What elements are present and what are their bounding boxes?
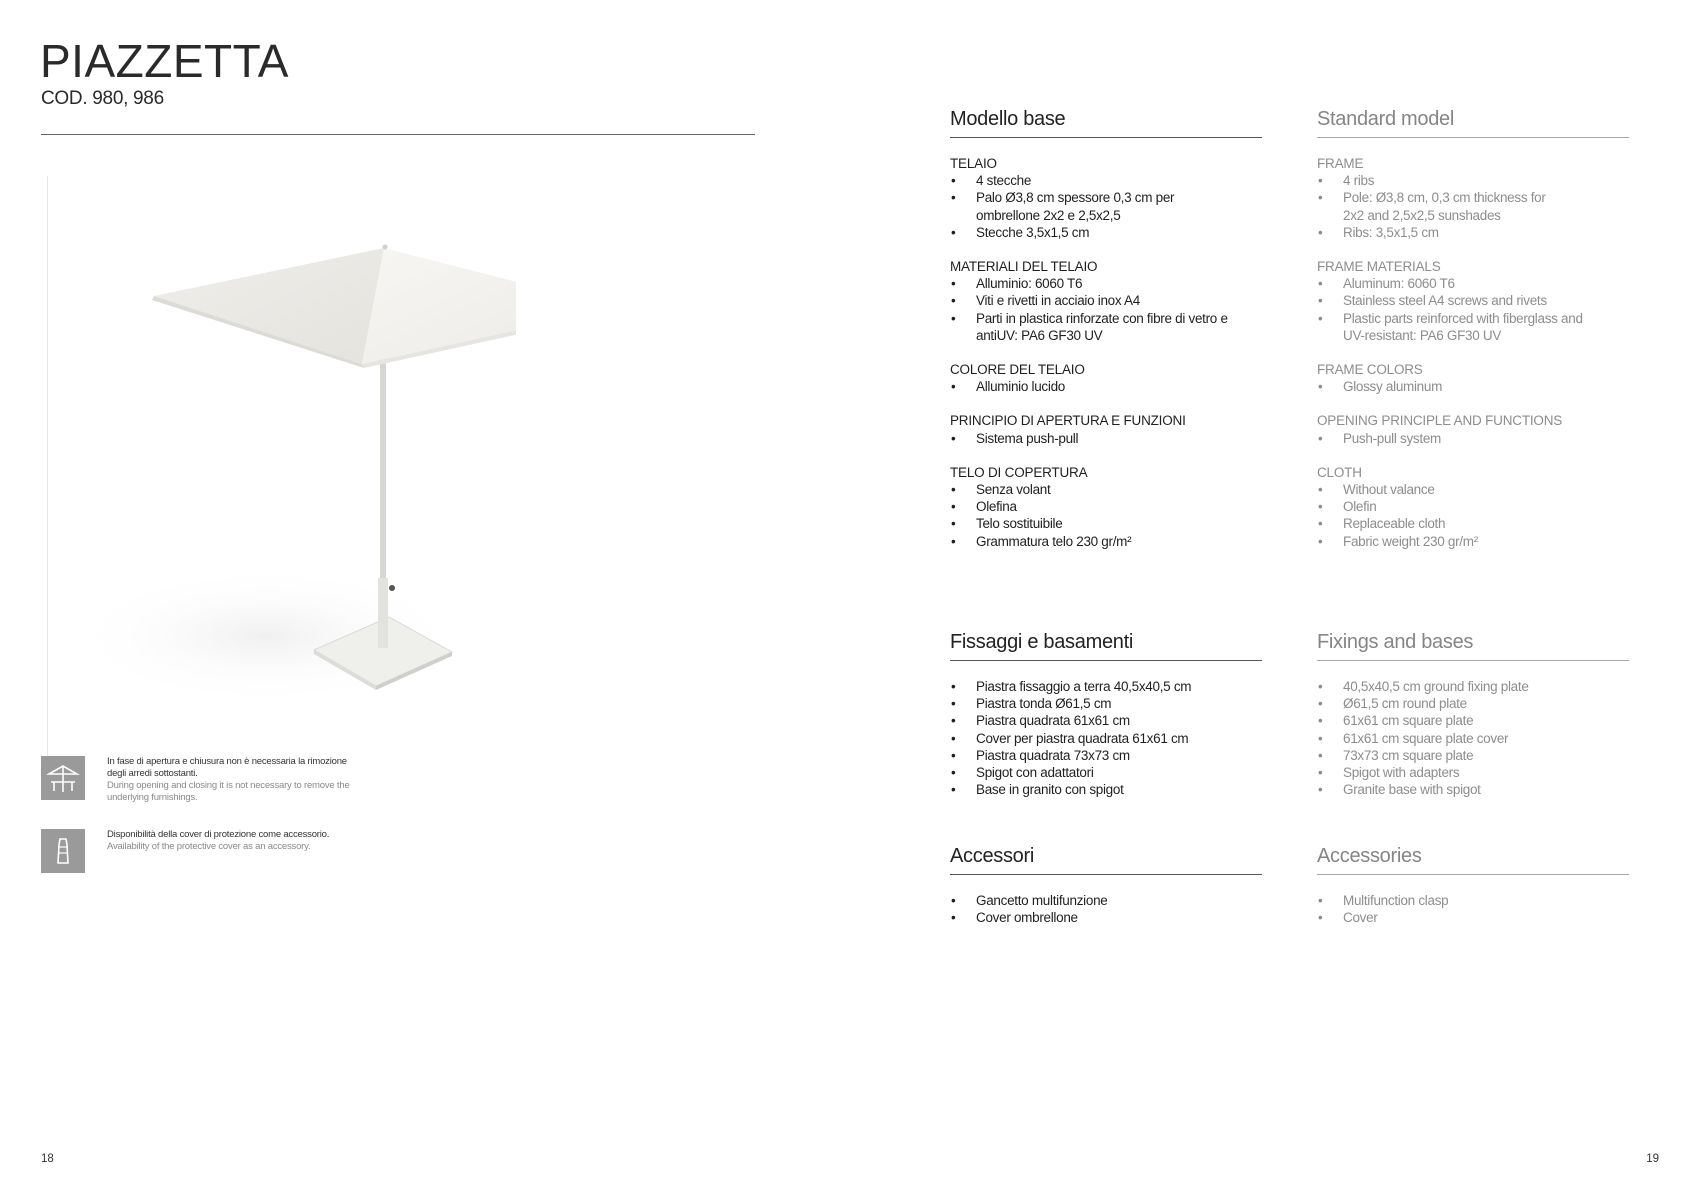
list-item: • 40,5x40,5 cm ground fixing plate [1317,678,1629,695]
section-heading: Accessori [950,845,1034,867]
list-item: • Piastra quadrata 61x61 cm [950,712,1262,729]
list-item: • Senza volant [950,481,1262,498]
spec-group [1317,258,1629,344]
spec-group [1317,412,1629,446]
list-item: • Piastra quadrata 73x73 cm [950,747,1262,764]
section-fixings-it [950,631,1262,798]
list-item: • Stainless steel A4 screws and rivets [1317,292,1629,309]
list-item: • Alluminio lucido [950,378,1262,395]
note-text-en: Availability of the protective cover as an accessory. [107,841,311,852]
list-item: • Spigot con adattatori [950,764,1262,781]
spec-group [950,258,1262,344]
list-item: • 4 ribs [1317,172,1629,189]
list-item: • Viti e rivetti in acciaio inox A4 [950,292,1262,309]
spec-group-title: FRAME [1317,156,1364,171]
canopy-right [362,248,516,364]
list-item: • Grammatura telo 230 gr/m² [950,533,1262,550]
spec-group-title: PRINCIPIO DI APERTURA E FUNZIONI [950,413,1186,429]
spec-group [950,155,1262,241]
section-accessories-en [1317,845,1629,926]
section-divider [950,660,1262,661]
list-item: • Cover per piastra quadrata 61x61 cm [950,730,1262,747]
list-item: • 4 stecche [950,172,1262,189]
spec-group-title: FRAME COLORS [1317,362,1423,378]
list-item: • 73x73 cm square plate [1317,747,1629,764]
list-item: • Aluminum: 6060 T6 [1317,275,1629,292]
note-text-en: During opening and closing it is not necessary to remove the underlying furnishings. [107,780,350,803]
list-item: • Stecche 3,5x1,5 cm [950,224,1262,241]
list-item: • Granite base with spigot [1317,781,1629,798]
list-item: • Olefina [950,498,1262,515]
list-item: • Alluminio: 6060 T6 [950,275,1262,292]
umbrella-cover-icon [41,829,85,873]
list-item: • Without valance [1317,481,1629,498]
section-heading: Fissaggi e basamenti [950,631,1133,653]
canopy-left [154,248,384,364]
spec-group [950,464,1262,550]
list-item: • Parti in plastica rinforzate con fibre di vetro e antiUV: PA6 GF30 UV [950,310,1250,344]
section-heading: Modello base [950,108,1066,130]
list-item: • Glossy aluminum [1317,378,1629,395]
page-number-left: 18 [41,1153,54,1165]
list-item: • Ø61,5 cm round plate [1317,695,1629,712]
list-item: • 61x61 cm square plate [1317,712,1629,729]
list-item: • Cover ombrellone [950,909,1262,926]
spec-group-title: MATERIALI DEL TELAIO [950,259,1098,275]
list-item: • Cover [1317,909,1629,926]
section-accessories-it [950,845,1262,926]
pole-knob [389,585,395,591]
section-divider [1317,137,1629,138]
spec-group [1317,155,1629,241]
spec-group-title: COLORE DEL TELAIO [950,362,1085,378]
section-standard-it [950,108,1262,567]
list-item: • Sistema push-pull [950,430,1262,447]
spec-group [1317,464,1629,550]
page-number-right: 19 [1646,1153,1659,1165]
umbrella-over-table-icon [41,756,85,800]
list-item: • Piastra fissaggio a terra 40,5x40,5 cm [950,678,1262,695]
list-item: • Base in granito con spigot [950,781,1262,798]
spec-group-title: OPENING PRINCIPLE AND FUNCTIONS [1317,413,1563,429]
list-item: • Multifunction clasp [1317,892,1629,909]
section-heading: Accessories [1317,845,1422,867]
section-divider [950,874,1262,875]
spec-group [1317,361,1629,395]
list-item: • Piastra tonda Ø61,5 cm [950,695,1262,712]
section-divider [950,137,1262,138]
product-code: COD. 980, 986 [41,88,164,109]
page-title: PIAZZETTA [40,35,289,87]
list-item: • Spigot with adapters [1317,764,1629,781]
section-divider [1317,874,1629,875]
note-text-it: In fase di apertura e chiusura non è necessaria la rimozione degli arredi sottostanti. [107,756,347,779]
title-divider [41,134,755,135]
list-item: • Replaceable cloth [1317,515,1629,532]
spec-group-title: FRAME MATERIALS [1317,259,1441,275]
spec-group-title: TELAIO [950,156,997,171]
pole-sleeve [378,578,388,648]
list-item: • Ribs: 3,5x1,5 cm [1317,224,1629,241]
list-item: • Plastic parts reinforced with fiberglass and UV-resistant: PA6 GF30 UV [1317,310,1587,344]
list-item: • Telo sostituibile [950,515,1262,532]
section-heading: Fixings and bases [1317,631,1474,653]
note-furnishings [41,756,362,804]
list-item: • Palo Ø3,8 cm spessore 0,3 cm per ombrellone 2x2 e 2,5x2,5 [950,189,1175,223]
list-item: • Gancetto multifunzione [950,892,1262,909]
list-item: • 61x61 cm square plate cover [1317,730,1629,747]
product-photo [46,176,516,756]
section-fixings-en [1317,631,1629,798]
spec-group [950,361,1262,395]
list-item: • Pole: Ø3,8 cm, 0,3 cm thickness for 2x2 and 2,5x2,5 sunshades [1317,189,1557,223]
note-cover [41,829,362,873]
note-text-it: Disponibilità della cover di protezione come accessorio. [107,829,330,840]
list-item: • Olefin [1317,498,1629,515]
spec-group-title: CLOTH [1317,464,1362,480]
section-heading: Standard model [1317,108,1455,130]
section-divider [1317,660,1629,661]
spec-group-title: TELO DI COPERTURA [950,464,1088,480]
section-standard-en [1317,108,1629,567]
list-item: • Push-pull system [1317,430,1629,447]
spec-group [950,412,1262,446]
list-item: • Fabric weight 230 gr/m² [1317,533,1629,550]
